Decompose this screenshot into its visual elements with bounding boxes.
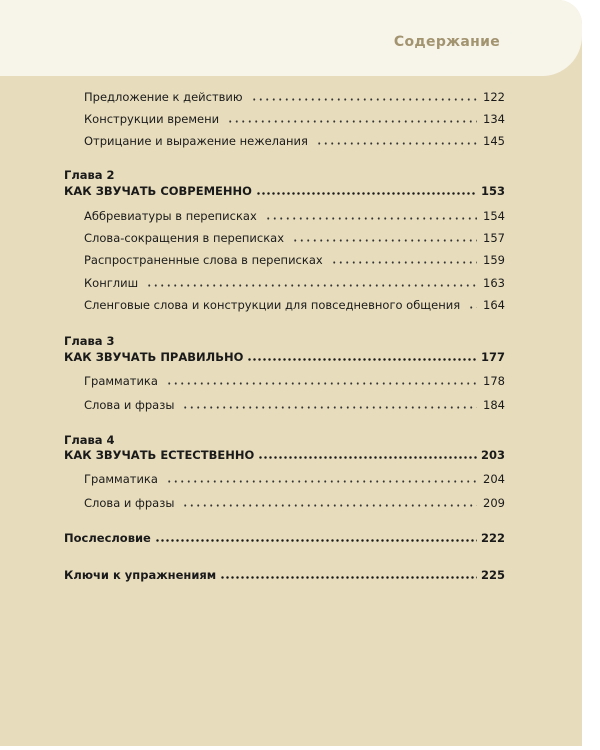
toc-chapter-4[interactable] (64, 448, 505, 462)
toc-answers-title: Ключи к упражнениям (64, 568, 217, 582)
dot-leader (166, 473, 477, 483)
chapter-3-label: Глава 3 (64, 334, 115, 348)
toc-entry[interactable] (84, 112, 505, 126)
toc-chapter-title: КАК ЗВУЧАТЬ ПРАВИЛЬНО (64, 350, 244, 364)
dot-leader (292, 232, 477, 242)
toc-entry-page: 209 (483, 496, 505, 510)
toc-entry-title: Грамматика (84, 374, 158, 388)
toc-entry-title: Слова и фразы (84, 398, 175, 412)
toc-entry[interactable] (84, 134, 505, 148)
dot-leader (220, 569, 477, 579)
toc-entry[interactable] (84, 496, 505, 510)
page-title: Содержание (393, 34, 500, 50)
toc-afterword-page: 222 (480, 531, 505, 545)
dot-leader (155, 532, 477, 542)
toc-entry-title: Слова и фразы (84, 496, 175, 510)
toc-afterword-title: Послесловие (64, 531, 151, 545)
toc-answers[interactable] (64, 568, 505, 582)
dot-leader (331, 254, 477, 264)
toc-entry-page: 157 (483, 231, 505, 245)
dot-leader (227, 113, 477, 123)
toc-chapter-title: КАК ЗВУЧАТЬ СОВРЕМЕННО (64, 184, 252, 198)
toc-chapter-3[interactable] (64, 350, 505, 364)
toc-chapter-page: 177 (480, 350, 505, 364)
toc-entry-title: Конглиш (84, 276, 139, 290)
toc-entry[interactable] (84, 472, 505, 486)
dot-leader (265, 210, 477, 220)
dot-leader (182, 399, 477, 409)
toc-entry-title: Аббревиатуры в переписках (84, 209, 257, 223)
toc-entry-title: Предложение к действию (84, 90, 243, 104)
toc-entry-page: 184 (483, 398, 505, 412)
toc-entry[interactable] (84, 374, 505, 388)
toc-entry-title: Конструкции времени (84, 112, 220, 126)
toc-entry-page: 122 (483, 90, 505, 104)
toc-entry-page: 145 (483, 134, 505, 148)
toc-entry[interactable] (84, 253, 505, 267)
dot-leader (251, 91, 477, 101)
toc-entry-page: 134 (483, 112, 505, 126)
toc-entry[interactable] (84, 298, 505, 312)
toc-entry-title: Отрицание и выражение нежелания (84, 134, 308, 148)
toc-entry[interactable] (84, 90, 505, 104)
header-bar (0, 0, 582, 76)
toc-entry[interactable] (84, 276, 505, 290)
toc-entry-page: 154 (483, 209, 505, 223)
toc-entry[interactable] (84, 231, 505, 245)
toc-entry-title: Грамматика (84, 472, 158, 486)
dot-leader (146, 277, 477, 287)
toc-entry-title: Распространенные слова в переписках (84, 253, 323, 267)
chapter-4-label: Глава 4 (64, 433, 115, 447)
toc-entry[interactable] (84, 209, 505, 223)
dot-leader (166, 375, 477, 385)
toc-answers-page: 225 (480, 568, 505, 582)
toc-entry-page: 164 (483, 298, 505, 312)
toc-afterword[interactable] (64, 531, 505, 545)
toc-entry-title: Слова-сокращения в переписках (84, 231, 285, 245)
toc-entry-page: 159 (483, 253, 505, 267)
dot-leader (468, 299, 477, 309)
toc-entry-page: 163 (483, 276, 505, 290)
toc-chapter-title: КАК ЗВУЧАТЬ ЕСТЕСТВЕННО (64, 448, 255, 462)
toc-entry-page: 178 (483, 374, 505, 388)
toc-entry[interactable] (84, 398, 505, 412)
toc-entry-page: 204 (483, 472, 505, 486)
dot-leader (247, 351, 477, 361)
dot-leader (316, 135, 477, 145)
chapter-2-label: Глава 2 (64, 168, 115, 182)
dot-leader (256, 185, 477, 195)
toc-chapter-page: 203 (480, 448, 505, 462)
dot-leader (258, 449, 477, 459)
toc-chapter-page: 153 (480, 184, 505, 198)
dot-leader (182, 497, 477, 507)
toc-entry-title: Сленговые слова и конструкции для повседневного общения (84, 298, 461, 312)
toc-chapter-2[interactable] (64, 184, 505, 198)
